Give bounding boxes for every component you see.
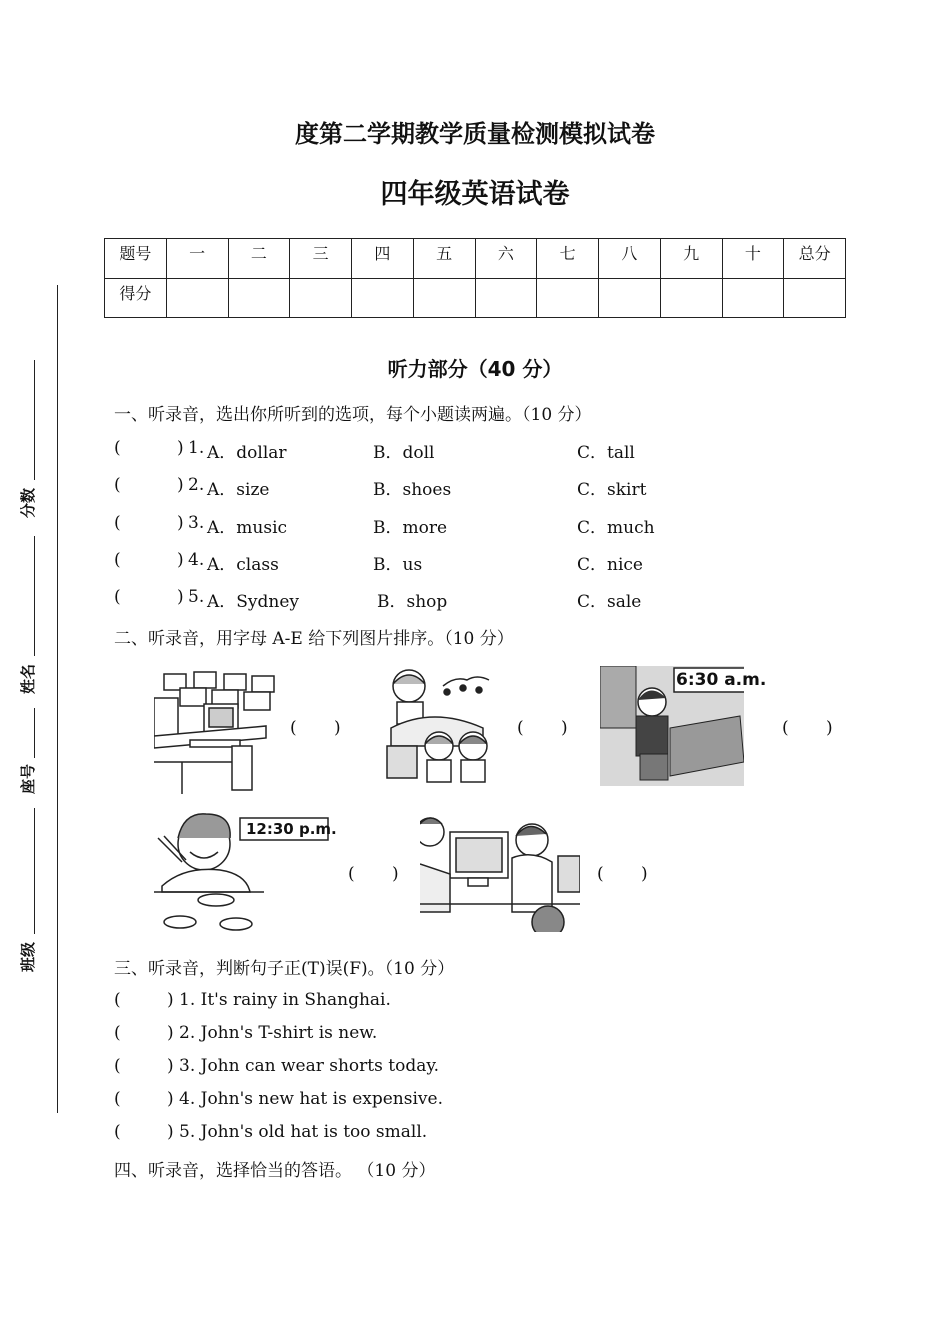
answer-bracket-open: ( (114, 1056, 121, 1076)
exam-subtitle: 四年级英语试卷 (380, 179, 570, 210)
score-cell: 四 (352, 239, 414, 279)
answer-bracket-open: ( (114, 513, 121, 533)
score-input-cell[interactable] (475, 278, 537, 318)
answer-bracket-open: ( (114, 475, 121, 495)
score-input-cell[interactable] (413, 278, 475, 318)
answer-bracket-close: ) (177, 550, 184, 570)
answer-bracket-open: ( (114, 550, 121, 570)
option-a: A．music (207, 518, 288, 538)
answer-bracket-close: ) (167, 1089, 174, 1109)
item-number: 4. (188, 550, 205, 570)
statement-text: 1. It's rainy in Shanghai. (179, 990, 391, 1010)
answer-bracket-close: ) (334, 718, 341, 738)
option-b: B．shoes (373, 480, 452, 500)
answer-bracket-close: ) (177, 438, 184, 458)
score-cell: 十 (722, 239, 784, 279)
item-number: 2. (188, 475, 205, 495)
clock-time-morning: 6:30 a.m. (676, 670, 767, 690)
option-c: C．skirt (577, 480, 647, 500)
answer-bracket-open: ( (114, 1089, 121, 1109)
part1-instruction: 一、听录音，选出你所听到的选项，每个小题读两遍。（10 分） (114, 405, 592, 425)
answer-bracket-open: ( (114, 1122, 121, 1142)
score-cell: 总分 (784, 239, 846, 279)
score-input-cell[interactable] (722, 278, 784, 318)
part2-instruction: 二、听录音，用字母 A-E 给下列图片排序。（10 分） (114, 629, 514, 649)
score-input-cell[interactable] (290, 278, 352, 318)
score-cell: 五 (413, 239, 475, 279)
picture-computer-room (154, 666, 284, 794)
option-c: C．sale (577, 592, 642, 612)
clock-time-noon: 12:30 p.m. (246, 820, 337, 838)
picture-music-class (383, 666, 501, 784)
answer-bracket-close: ) (826, 718, 833, 738)
music-class-illustration (383, 666, 501, 784)
score-input-cell[interactable] (352, 278, 414, 318)
answer-bracket-close: ) (167, 1023, 174, 1043)
computer-room-illustration (154, 666, 284, 794)
score-table-score-row (105, 278, 846, 318)
score-input-cell[interactable] (166, 278, 228, 318)
option-c: C．nice (577, 555, 643, 575)
statement-text: 4. John's new hat is expensive. (179, 1089, 443, 1109)
option-b: B．us (373, 555, 423, 575)
option-b: B．shop (377, 592, 448, 612)
answer-bracket-close: ) (641, 864, 648, 884)
score-row-label: 得分 (105, 278, 167, 318)
answer-bracket-open: ( (517, 718, 524, 738)
option-c: C．much (577, 518, 655, 538)
side-blank-seat[interactable] (34, 808, 35, 934)
side-label-seat: 座号 (19, 763, 37, 794)
listening-section-title: 听力部分（40 分） (387, 357, 563, 381)
answer-bracket-open: ( (597, 864, 604, 884)
score-input-cell[interactable] (228, 278, 290, 318)
answer-bracket-open: ( (348, 864, 355, 884)
answer-bracket-open: ( (114, 438, 121, 458)
binding-line (57, 285, 58, 1113)
answer-bracket-open: ( (782, 718, 789, 738)
picture-computer-shop (420, 812, 580, 932)
score-cell: 二 (228, 239, 290, 279)
answer-bracket-open: ( (290, 718, 297, 738)
item-number: 5. (188, 587, 205, 607)
answer-bracket-open: ( (114, 1023, 121, 1043)
option-b: B．doll (373, 443, 435, 463)
option-a: A．size (207, 480, 270, 500)
score-cell: 九 (660, 239, 722, 279)
statement-text: 5. John's old hat is too small. (179, 1122, 428, 1142)
side-label-class: 班级 (19, 941, 37, 972)
score-cell: 题号 (105, 239, 167, 279)
answer-bracket-close: ) (561, 718, 568, 738)
option-a: A．dollar (207, 443, 287, 463)
score-input-cell[interactable] (660, 278, 722, 318)
score-cell: 七 (537, 239, 599, 279)
answer-bracket-open: ( (114, 990, 121, 1010)
score-input-cell[interactable] (599, 278, 661, 318)
option-a: A．class (207, 555, 279, 575)
side-blank-name-top[interactable] (34, 536, 35, 656)
option-c: C．tall (577, 443, 635, 463)
statement-text: 3. John can wear shorts today. (179, 1056, 440, 1076)
answer-bracket-close: ) (392, 864, 399, 884)
answer-bracket-close: ) (177, 587, 184, 607)
score-table-header-row (105, 239, 846, 279)
answer-bracket-close: ) (167, 990, 174, 1010)
score-input-cell[interactable] (784, 278, 846, 318)
part4-instruction: 四、听录音，选择恰当的答语。 （10 分） (114, 1161, 436, 1181)
side-blank-name[interactable] (34, 708, 35, 758)
item-number: 1. (188, 438, 205, 458)
score-input-cell[interactable] (537, 278, 599, 318)
statement-text: 2. John's T-shirt is new. (179, 1023, 378, 1043)
score-cell: 三 (290, 239, 352, 279)
option-b: B．more (373, 518, 448, 538)
answer-bracket-close: ) (167, 1056, 174, 1076)
score-table (104, 238, 846, 318)
score-cell: 六 (475, 239, 537, 279)
score-cell: 一 (166, 239, 228, 279)
computer-shop-illustration (420, 812, 580, 932)
score-cell: 八 (599, 239, 661, 279)
option-a: A．Sydney (207, 592, 300, 612)
answer-bracket-open: ( (114, 587, 121, 607)
side-label-name: 姓名 (19, 663, 37, 694)
answer-bracket-close: ) (177, 475, 184, 495)
exam-header-title: 度第二学期教学质量检测模拟试卷 (295, 120, 655, 148)
answer-bracket-close: ) (167, 1122, 174, 1142)
part3-instruction: 三、听录音，判断句子正(T)误(F)。（10 分） (114, 959, 455, 979)
answer-bracket-close: ) (177, 513, 184, 533)
side-label-score: 分数 (19, 487, 37, 518)
item-number: 3. (188, 513, 205, 533)
